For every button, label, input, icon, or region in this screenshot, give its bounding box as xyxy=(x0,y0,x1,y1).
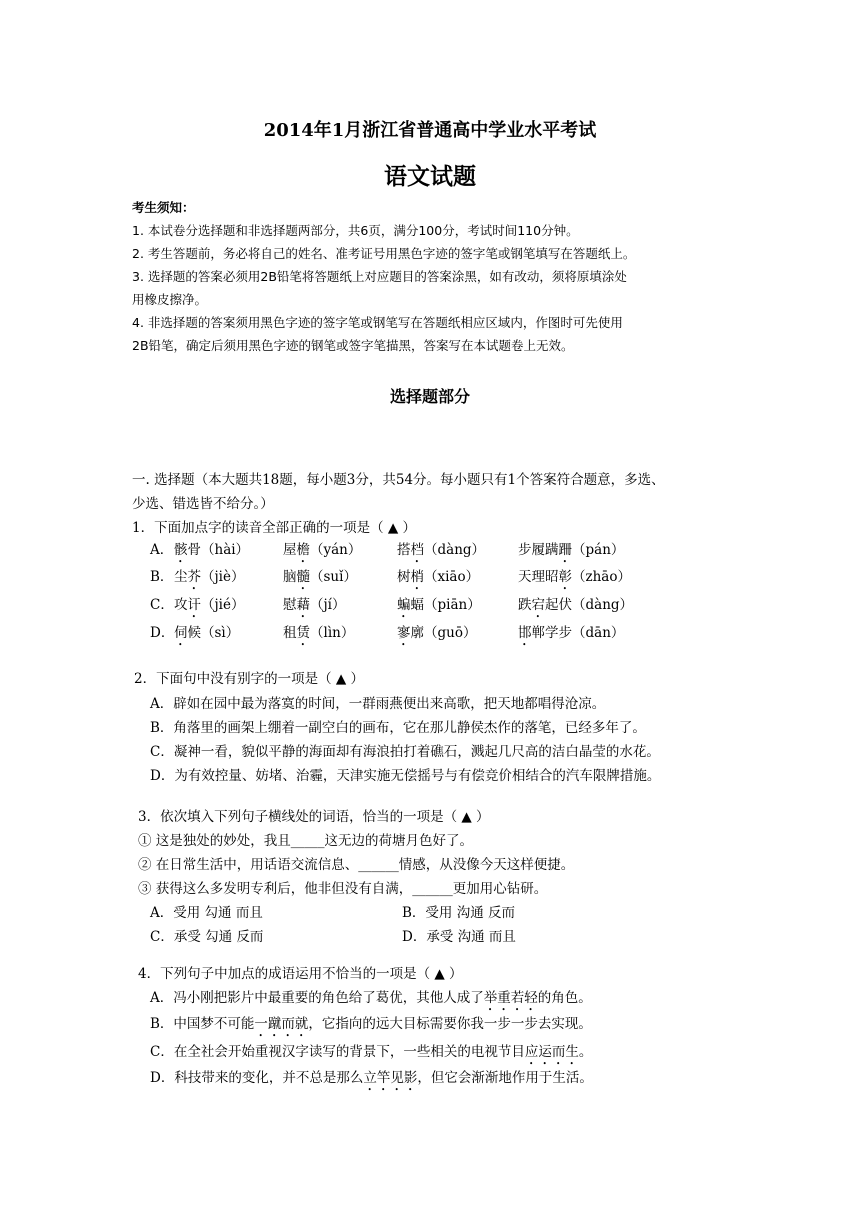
dotted-character: 跚 xyxy=(558,542,572,558)
dotted-character: 赁 xyxy=(296,625,310,641)
question-1-word xyxy=(397,538,485,566)
word-part: 廓（guō） xyxy=(410,625,477,641)
dotted-idiom: 应运而生 xyxy=(524,1044,579,1060)
question-2-option-a: A．辟如在园中最为落寞的时间，一群雨燕便出来高歌，把天地都唱得沧凉。 xyxy=(150,696,606,712)
question-1-option-letter: A． xyxy=(150,542,174,558)
question-4-option-b xyxy=(150,1012,592,1040)
question-3-sentence-1: ① 这是独处的妙处，我且_____这无边的荷塘月色好了。 xyxy=(138,833,474,849)
question-1-word xyxy=(397,593,481,621)
word-part: 脑 xyxy=(283,569,297,585)
word-part: 慰 xyxy=(283,597,297,613)
question-3-option-d: D．承受 沟通 而且 xyxy=(402,929,516,945)
option-text: 的角色。 xyxy=(537,990,592,1006)
notice-heading: 考生须知： xyxy=(132,200,195,215)
notice-item: 1. 本试卷分选择题和非选择题两部分，共6页，满分100分，考试时间110分钟。 xyxy=(132,223,579,238)
exam-subtitle: 语文试题 xyxy=(384,163,476,190)
notice-item: 2. 考生答题前，务必将自己的姓名、准考证号用黑色字迹的签字笔或钢笔填写在答题纸上。 xyxy=(132,246,636,261)
question-1-word xyxy=(518,538,624,566)
dotted-character: 伺 xyxy=(174,625,188,641)
option-text: ，它指向的远大目标需要你我一步一步去实现。 xyxy=(308,1016,592,1032)
question-1-option-letter: B． xyxy=(150,569,174,585)
question-1-word xyxy=(174,538,249,566)
part-intro-line1: 一. 选择题（本大题共18题，每小题3分，共54分。每小题只有1个答案符合题意，多选、 xyxy=(132,472,665,488)
word-part: （zhāo） xyxy=(572,569,631,585)
dotted-character: 藉 xyxy=(296,597,310,613)
word-part: 骨（hài） xyxy=(187,542,250,558)
dotted-character: 檐 xyxy=(296,542,310,558)
word-part: 候（sì） xyxy=(187,625,240,641)
word-part: （yán） xyxy=(310,542,362,558)
option-text: C．在全社会开始重视汉字读写的背景下，一些相关的电视节目 xyxy=(150,1044,525,1060)
notice-item: 3. 选择题的答案必须用2B铅笔将答题纸上对应题目的答案涂黑，如有改动，须将原填涂处 xyxy=(132,269,627,284)
word-part: 步履蹒 xyxy=(518,542,559,558)
dotted-idiom: 立竿见影 xyxy=(363,1070,418,1086)
dotted-character: 邯 xyxy=(518,625,532,641)
word-part: 起伏（dàng） xyxy=(545,597,634,613)
question-1-word xyxy=(174,621,239,649)
question-1-word xyxy=(397,565,479,593)
question-1-word xyxy=(283,538,361,566)
dotted-character: 蝙 xyxy=(397,597,411,613)
option-text: A．冯小刚把影片中最重要的角色给了葛优，其他人成了 xyxy=(150,990,484,1006)
question-1-word xyxy=(518,565,631,593)
word-part: 搭 xyxy=(397,542,411,558)
word-part: 租 xyxy=(283,625,297,641)
question-1-option-letter: C． xyxy=(150,597,174,613)
word-part: 屋 xyxy=(283,542,297,558)
part-intro-line2: 少选、错选皆不给分。） xyxy=(132,496,274,512)
word-part: （jié） xyxy=(201,597,245,613)
word-part: （xiāo） xyxy=(424,569,480,585)
dotted-character: 芥 xyxy=(187,569,201,585)
word-part: 树 xyxy=(397,569,411,585)
question-1-option-letter: D． xyxy=(150,625,175,641)
option-text: 。 xyxy=(578,1044,593,1060)
question-4-option-c xyxy=(150,1040,592,1068)
exam-title: 2014年1月浙江省普通高中学业水平考试 xyxy=(263,120,597,141)
question-3-sentence-2: ② 在日常生活中，用话语交流信息、______情感，从没像今天这样便捷。 xyxy=(138,857,575,873)
question-2-option-d: D．为有效控量、妨堵、治霾，天津实施无偿摇号与有偿竞价相结合的汽车限牌措施。 xyxy=(150,768,661,784)
section-title: 选择题部分 xyxy=(389,387,470,406)
word-part: 尘 xyxy=(174,569,188,585)
question-4-option-d xyxy=(150,1066,593,1094)
option-text: B．中国梦不可能 xyxy=(150,1016,255,1032)
word-part: （jiè） xyxy=(201,569,245,585)
dotted-character: 梢 xyxy=(410,569,424,585)
dotted-character: 档 xyxy=(410,542,424,558)
question-3-option-b: B．受用 沟通 反而 xyxy=(402,905,516,921)
dotted-idiom: 一蹴而就 xyxy=(254,1016,309,1032)
question-3-sentence-3: ③ 获得这么多发明专利后，他非但没有自满，______更加用心钻研。 xyxy=(138,881,548,897)
word-part: （dàng） xyxy=(424,542,486,558)
question-3-stem: 3．依次填入下列句子横线处的词语，恰当的一项是（ ▲ ） xyxy=(138,809,490,825)
question-1-word xyxy=(283,621,354,649)
question-1-stem: 1．下面加点字的读音全部正确的一项是（ ▲ ） xyxy=(132,520,417,536)
question-1-word xyxy=(283,593,346,621)
dotted-character: 讦 xyxy=(187,597,201,613)
word-part: （suǐ） xyxy=(310,569,357,585)
question-4-stem: 4．下列句子中加点的成语运用不恰当的一项是（ ▲ ） xyxy=(138,966,463,982)
question-1-word xyxy=(518,593,633,621)
word-part: 天理昭 xyxy=(518,569,559,585)
word-part: （pán） xyxy=(572,542,625,558)
notice-item: 用橡皮擦净。 xyxy=(132,292,208,307)
word-part: 郸学步（dān） xyxy=(531,625,625,641)
dotted-idiom: 举重若轻 xyxy=(483,990,538,1006)
question-4-option-a xyxy=(150,986,592,1014)
option-text: D．科技带来的变化，并不总是那么 xyxy=(150,1070,364,1086)
word-part: （jí） xyxy=(310,597,346,613)
dotted-character: 宕 xyxy=(531,597,545,613)
dotted-character: 彰 xyxy=(558,569,572,585)
dotted-character: 寥 xyxy=(397,625,411,641)
question-1-word xyxy=(174,565,245,593)
dotted-character: 髓 xyxy=(296,569,310,585)
notice-item: 4. 非选择题的答案须用黑色字迹的签字笔或钢笔写在答题纸相应区域内，作图时可先使用 xyxy=(132,315,623,330)
word-part: （lìn） xyxy=(310,625,355,641)
option-text: ，但它会渐渐地作用于生活。 xyxy=(417,1070,593,1086)
question-3-option-a: A．受用 勾通 而且 xyxy=(150,905,263,921)
question-1-word xyxy=(283,565,357,593)
question-1-word xyxy=(518,621,624,649)
dotted-character: 骸 xyxy=(174,542,188,558)
word-part: 蝠（piān） xyxy=(410,597,481,613)
word-part: 跌 xyxy=(518,597,532,613)
question-1-word xyxy=(174,593,245,621)
question-1-word xyxy=(397,621,476,649)
question-3-option-c: C．承受 勾通 反而 xyxy=(150,929,264,945)
question-2-option-c: C．凝神一看，貌似平静的海面却有海浪拍打着礁石，溅起几尺高的洁白晶莹的水花。 xyxy=(150,744,660,760)
question-2-option-b: B．角落里的画架上绷着一副空白的画布，它在那儿静侯杰作的落笔，已经多年了。 xyxy=(150,720,646,736)
word-part: 攻 xyxy=(174,597,188,613)
question-2-stem: 2．下面句中没有别字的一项是（ ▲ ） xyxy=(134,671,365,687)
notice-item: 2B铅笔，确定后须用黑色字迹的钢笔或签字笔描黑，答案写在本试题卷上无效。 xyxy=(132,338,574,353)
